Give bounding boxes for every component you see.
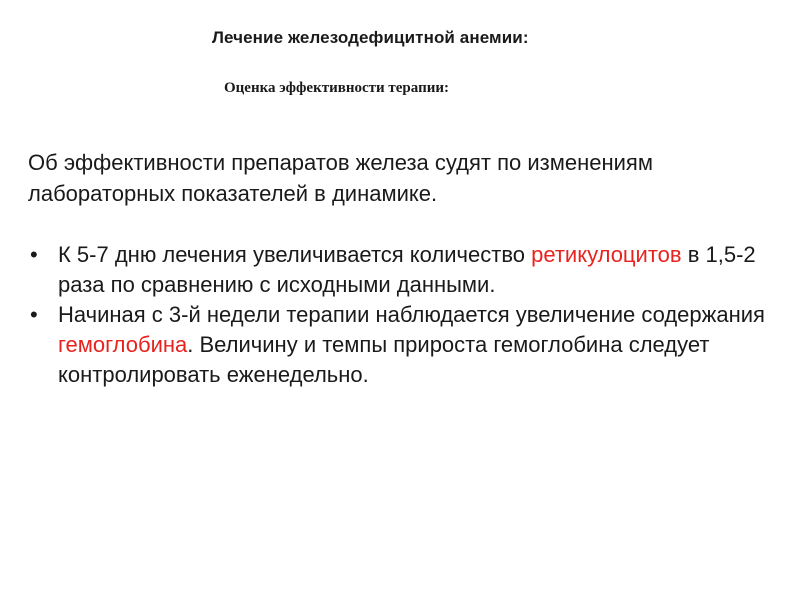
highlighted-term-reticulocytes: ретикулоцитов [531,242,682,267]
bullet-marker: • [30,302,38,327]
slide-subtitle: Оценка эффективности терапии: [224,80,449,96]
bullet-text-before: К 5-7 дню лечения увеличивается количество [58,242,532,267]
bullet-text-after: . Величину и темпы прироста гемоглобина следует контролировать еженедельно. [58,332,710,387]
bullet-marker: • [30,242,38,267]
bullet-text-after: в 1,5-2 раза по сравнению с исходными данными. [58,242,756,297]
bullet-text-before: Начиная с 3-й недели терапии наблюдается увеличение содержания [58,302,765,327]
intro-paragraph: Об эффективности препаратов железа судят по изменениям лабораторных показателей в динамике. [28,150,653,206]
bullet-list [28,240,778,390]
bullet-item-hemoglobin [28,300,778,390]
highlighted-term-hemoglobin: гемоглобина [58,332,188,357]
slide-title: Лечение железодефицитной анемии: [212,28,529,47]
bullet-item-reticulocytes [28,240,778,300]
